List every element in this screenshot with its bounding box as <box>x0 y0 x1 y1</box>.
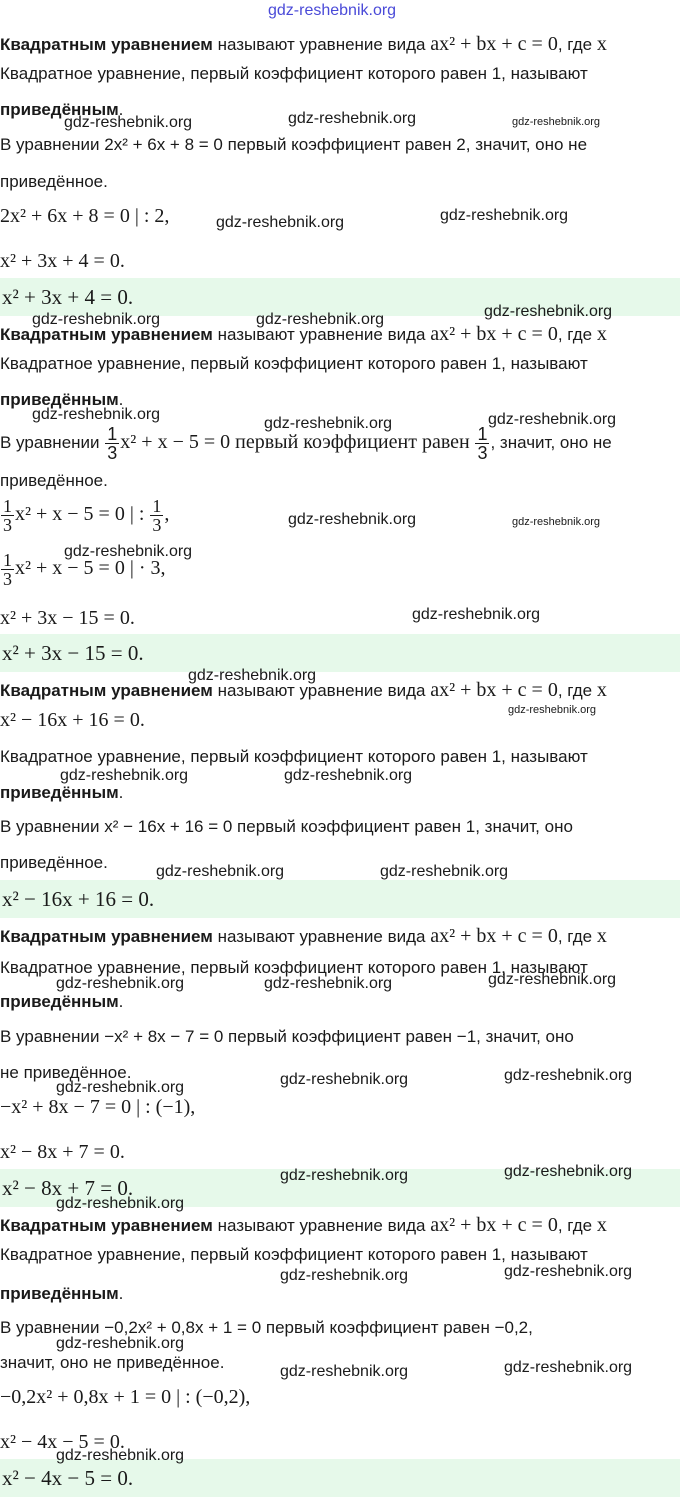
answer-box <box>0 634 680 672</box>
watermark: gdz-reshebnik.org <box>256 311 385 328</box>
watermark: gdz-reshebnik.org <box>56 1447 185 1464</box>
watermark: gdz-reshebnik.org <box>280 1363 409 1380</box>
statement-cont: не приведённое. <box>0 1063 132 1082</box>
reduced-definition: Квадратное уравнение, первый коэффициент которого равен 1, называют <box>0 747 588 766</box>
watermark: gdz-reshebnik.org <box>56 1335 185 1352</box>
solution-step: −0,2x² + 0,8x + 1 = 0 | : (−0,2), <box>0 1386 251 1408</box>
answer-text: x² − 8x + 7 = 0. <box>2 1176 134 1200</box>
watermark: gdz-reshebnik.org <box>484 303 613 320</box>
watermark: gdz-reshebnik.org <box>280 1267 409 1284</box>
statement-cont: значит, оно не приведённое. <box>0 1353 225 1372</box>
solution-step: $\frac{1}{3}$ x² + x − 5 = 0 | : $\frac{1}{3}$ , <box>3 495 170 535</box>
equation-line: x² − 16x + 16 = 0. <box>0 709 145 731</box>
solution-step: x² + 3x + 4 = 0. <box>0 250 125 272</box>
watermark: gdz-reshebnik.org <box>504 1067 633 1084</box>
watermark: gdz-reshebnik.org <box>64 543 193 560</box>
statement-cont: приведённое. <box>0 853 108 872</box>
solution-step: −x² + 8x − 7 = 0 | : (−1), <box>0 1096 196 1118</box>
statement: В уравнении −0,2x² + 0,8x + 1 = 0 первый коэффициент равен −0,2, <box>0 1318 533 1337</box>
statement-cont: приведённое. <box>0 471 108 490</box>
reduced-definition: Квадратное уравнение, первый коэффициент которого равен 1, называют <box>0 1245 588 1264</box>
watermark: gdz-reshebnik.org <box>488 971 617 988</box>
statement: В уравнении $\frac{1}{3}$ x² + x − 5 = 0 первый коэффициент равен $\frac{1}{3}$ , значит, оно не <box>0 424 612 464</box>
definition-line: Квадратным уравнением называют уравнение вида ax² + bx + c = 0, где x <box>0 925 607 947</box>
answer-text: x² + 3x − 15 = 0. <box>2 641 144 665</box>
watermark: gdz-reshebnik.org <box>440 207 569 224</box>
solution-step: x² − 8x + 7 = 0. <box>0 1141 125 1163</box>
watermark: gdz-reshebnik.org <box>512 516 601 528</box>
reduced-term: приведённым. <box>0 1284 124 1303</box>
reduced-definition: Квадратное уравнение, первый коэффициент которого равен 1, называют <box>0 958 588 977</box>
watermark: gdz-reshebnik.org <box>280 1071 409 1088</box>
watermark: gdz-reshebnik.org <box>156 863 285 880</box>
watermark: gdz-reshebnik.org <box>280 1167 409 1184</box>
watermark: gdz-reshebnik.org <box>284 767 413 784</box>
watermark: gdz-reshebnik.org <box>504 1263 633 1280</box>
reduced-term: приведённым. <box>0 390 124 409</box>
solution-step: x² + 3x − 15 = 0. <box>0 607 135 629</box>
reduced-term: приведённым. <box>0 783 124 802</box>
watermark: gdz-reshebnik.org <box>512 116 601 128</box>
watermark: gdz-reshebnik.org <box>56 1079 185 1096</box>
definition-line: Квадратным уравнением называют уравнение вида ax² + bx + c = 0, где x <box>0 1214 607 1236</box>
reduced-definition: Квадратное уравнение, первый коэффициент которого равен 1, называют <box>0 64 588 83</box>
reduced-term: приведённым. <box>0 992 124 1011</box>
watermark: gdz-reshebnik.org <box>288 110 417 127</box>
watermark: gdz-reshebnik.org <box>412 606 541 623</box>
reduced-term: приведённым. <box>0 100 124 119</box>
watermark: gdz-reshebnik.org <box>32 406 161 423</box>
definition-line: Квадратным уравнением называют уравнение вида ax² + bx + c = 0, где x <box>0 33 607 55</box>
solution-step: x² − 4x − 5 = 0. <box>0 1431 125 1453</box>
answer-box <box>0 880 680 918</box>
watermark: gdz-reshebnik.org <box>380 863 509 880</box>
statement-cont: приведённое. <box>0 172 108 191</box>
watermark: gdz-reshebnik.org <box>264 975 393 992</box>
solution-step: 2x² + 6x + 8 = 0 | : 2, <box>0 205 170 227</box>
watermark: gdz-reshebnik.org <box>264 415 393 432</box>
answer-text: x² − 16x + 16 = 0. <box>2 887 155 911</box>
answer-text: x² − 4x − 5 = 0. <box>2 1466 134 1490</box>
watermark: gdz-reshebnik.org <box>504 1163 633 1180</box>
watermark: gdz-reshebnik.org <box>216 214 345 231</box>
answer-text: x² + 3x + 4 = 0. <box>2 285 134 309</box>
definition-line: Квадратным уравнением называют уравнение вида ax² + bx + c = 0, где x <box>0 323 607 345</box>
watermark: gdz-reshebnik.org <box>56 975 185 992</box>
statement: В уравнении −x² + 8x − 7 = 0 первый коэффициент равен −1, значит, оно <box>0 1027 574 1046</box>
watermark: gdz-reshebnik.org <box>32 311 161 328</box>
watermark: gdz-reshebnik.org <box>56 1195 185 1212</box>
watermark: gdz-reshebnik.org <box>60 767 189 784</box>
watermark: gdz-reshebnik.org <box>488 411 617 428</box>
solution-step: $\frac{1}{3}$ x² + x − 5 = 0 | · 3, <box>3 549 166 589</box>
watermark: gdz-reshebnik.org <box>188 667 317 684</box>
statement: В уравнении x² − 16x + 16 = 0 первый коэффициент равен 1, значит, оно <box>0 817 573 836</box>
reduced-definition: Квадратное уравнение, первый коэффициент которого равен 1, называют <box>0 354 588 373</box>
watermark-header[interactable]: gdz-reshebnik.org <box>268 2 397 19</box>
watermark: gdz-reshebnik.org <box>288 511 417 528</box>
watermark: gdz-reshebnik.org <box>508 704 597 716</box>
definition-line: Квадратным уравнением называют уравнение вида ax² + bx + c = 0, где x <box>0 679 607 701</box>
watermark: gdz-reshebnik.org <box>504 1359 633 1376</box>
statement: В уравнении 2x² + 6x + 8 = 0 первый коэффициент равен 2, значит, оно не <box>0 135 588 154</box>
watermark: gdz-reshebnik.org <box>64 114 193 131</box>
